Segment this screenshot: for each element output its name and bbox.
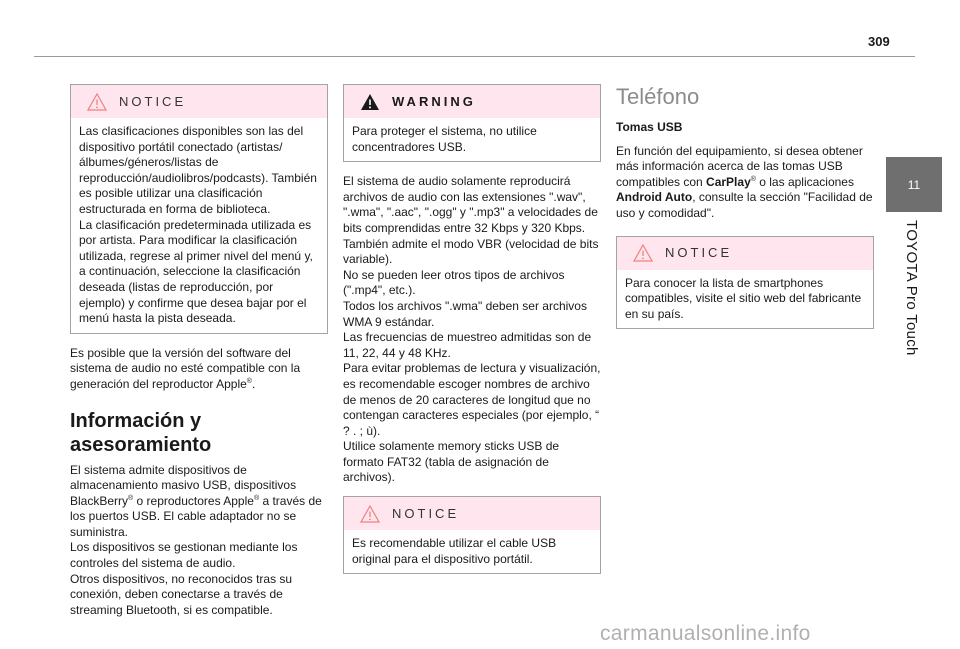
chapter-title: TOYOTA Pro Touch (903, 220, 920, 356)
paragraph: Para evitar problemas de lectura y visualización, es recomendable escoger nombres de archivo de menos de 20 caracteres de longitud que no contengan caracteres especiales (por ejemplo, “ ? . ; ù). (343, 361, 601, 438)
section-title: Teléfono (616, 84, 700, 109)
caution-triangle-icon (87, 93, 107, 111)
notice-box (616, 236, 874, 330)
warning-triangle-icon (360, 93, 380, 111)
page-number: 309 (868, 34, 890, 49)
notice-label: NOTICE (392, 505, 460, 521)
paragraph: En función del equipamiento, si desea obtener más información acerca de las tomas USB compatibles con CarPlay® o las aplicaciones Android Auto, consulte la sección "Facilidad de uso y comodidad". (616, 143, 873, 220)
column-2 (343, 84, 601, 586)
notice-box (70, 84, 328, 334)
paragraph: Todos los archivos ".wma" deben ser archivos WMA 9 estándar. (343, 298, 587, 329)
warning-label: WARNING (392, 93, 476, 109)
notice-body (344, 530, 600, 573)
notice-label: NOTICE (665, 245, 733, 261)
notice-text: Para conocer la lista de smartphones compatibles, visite el sitio web del fabricante en su país. (625, 275, 862, 321)
warning-box (343, 84, 601, 162)
section-heading: Información y asesoramiento (70, 409, 212, 456)
notice-header (617, 237, 873, 270)
caution-triangle-icon (360, 505, 380, 523)
notice-text: Las clasificaciones disponibles son las del dispositivo portátil conectado (artistas/álbumes/géneros/listas de reproducción/audiolibros/podcasts). También es posible utilizar una clasificación estructurada en forma de biblioteca. (79, 124, 317, 216)
notice-text: La clasificación predeterminada utilizada es por artista. Para modificar la clasificación utilizada, regrese al primer nivel del menú y, a continuación, seleccione la clasificación deseada (listas de reproducción, por ejemplo) y confirme que desea bajar por el menú hasta la pista deseada. (79, 217, 313, 326)
paragraph: Otros dispositivos, no reconocidos tras su conexión, deben conectarse a través de streaming Bluetooth, si es compatible. (70, 571, 293, 617)
paragraph: Los dispositivos se gestionan mediante los controles del sistema de audio. (70, 540, 298, 571)
paragraph: El sistema admite dispositivos de almacenamiento masivo USB, dispositivos BlackBerry® o reproductores Apple® a través de los puertos USB. El cable adaptador no se suministra. (70, 462, 322, 539)
paragraph: Utilice solamente memory sticks USB de formato FAT32 (tabla de asignación de archivos). (343, 439, 560, 485)
header-rule (34, 56, 915, 57)
chapter-number: 11 (907, 177, 921, 192)
subsection-heading: Tomas USB (616, 120, 683, 134)
paragraph: Las frecuencias de muestreo admitidas son de 11, 22, 44 y 48 KHz. (343, 330, 592, 360)
notice-box (343, 496, 601, 574)
chapter-tab[interactable] (886, 157, 942, 212)
notice-label: NOTICE (119, 93, 187, 109)
notice-body (71, 118, 327, 333)
paragraph: No se pueden leer otros tipos de archivos (".mp4", etc.). (343, 267, 565, 298)
notice-header (344, 497, 600, 530)
warning-text: Para proteger el sistema, no utilice concentradores USB. (352, 124, 537, 154)
column-3 (616, 84, 874, 341)
notice-header (71, 85, 327, 118)
notice-text: Es recomendable utilizar el cable USB original para el dispositivo portátil. (352, 536, 557, 566)
watermark: carmanualsonline.info (600, 622, 811, 645)
paragraph: Es posible que la versión del software del sistema de audio no esté compatible con la generación del reproductor Apple®. (70, 345, 301, 391)
caution-triangle-icon (633, 244, 653, 262)
warning-body (344, 118, 600, 161)
column-1 (70, 84, 328, 626)
warning-header (344, 85, 600, 118)
paragraph: El sistema de audio solamente reproducirá archivos de audio con las extensiones ".wav", ".wma", ".aac", ".ogg" y ".mp3" a velocidades de bits comprendidas entre 32 Kbps y 320 Kbps. (343, 174, 598, 235)
paragraph: También admite el modo VBR (velocidad de bits variable). (343, 236, 599, 267)
notice-body (617, 270, 873, 329)
